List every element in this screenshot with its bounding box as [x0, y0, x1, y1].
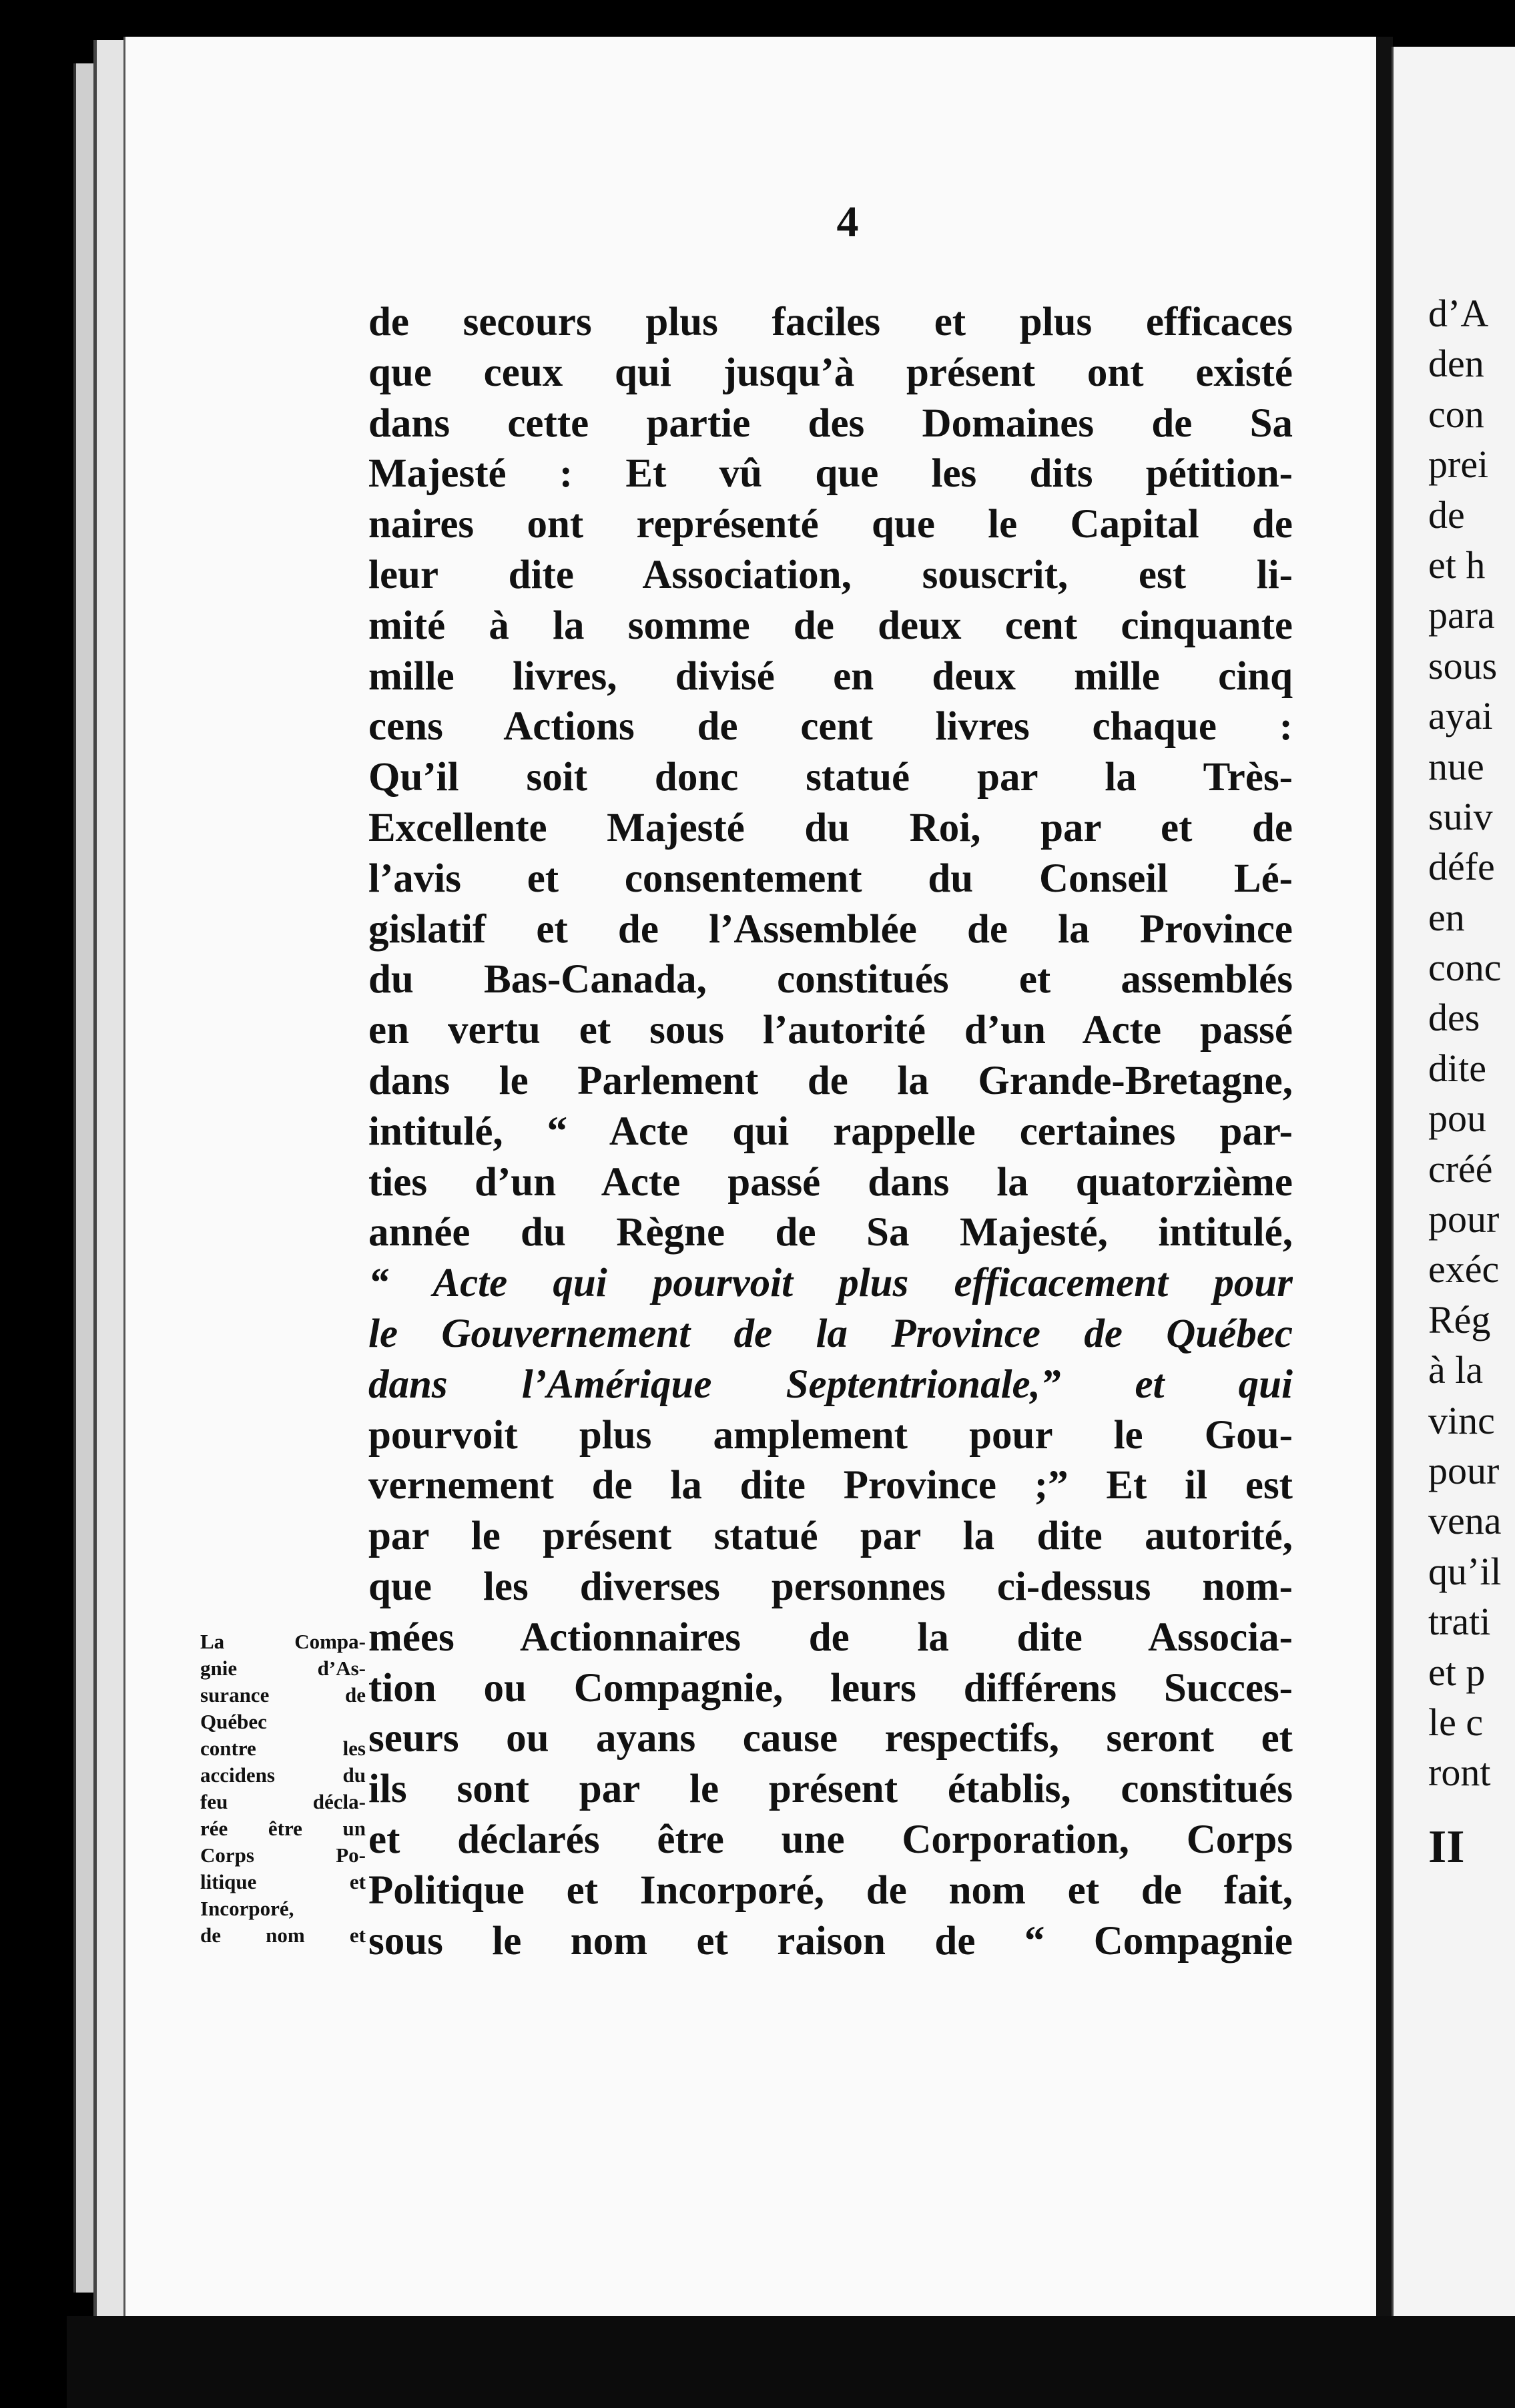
right-page-line: des — [1428, 996, 1480, 1040]
margin-note — [200, 1628, 366, 1949]
text-line: le Gouvernement de la Province de Québec — [368, 1311, 1293, 1356]
right-page-line: en — [1428, 895, 1465, 939]
right-page-line: con — [1428, 392, 1484, 436]
margin-note-line: rée être un — [200, 1817, 366, 1840]
right-page-line: conc — [1428, 946, 1502, 990]
text-line: l’avis et consentement du Conseil Lé- — [368, 856, 1293, 901]
right-page-line: défe — [1428, 845, 1495, 889]
margin-note-line: Québec — [200, 1710, 267, 1733]
text-line: Excellente Majesté du Roi, par et de — [368, 805, 1293, 850]
text-line: “ Acte qui pourvoit plus efficacement pour — [368, 1261, 1293, 1306]
text-line: dans cette partie des Domaines de Sa — [368, 400, 1293, 446]
right-page-line: à la — [1428, 1348, 1484, 1392]
margin-note-line: surance de — [200, 1683, 366, 1707]
body-text — [368, 297, 1293, 1966]
scan-border — [67, 2316, 1515, 2408]
right-page-line: dite — [1428, 1046, 1486, 1090]
right-page-line: et p — [1428, 1650, 1486, 1694]
margin-note-line: litique et — [200, 1870, 366, 1893]
text-line: pourvoit plus amplement pour le Gou- — [368, 1412, 1293, 1458]
right-page-line: suiv — [1428, 794, 1493, 838]
text-line: mées Actionnaires de la dite Associa- — [368, 1614, 1293, 1660]
right-page-line: vinc — [1428, 1398, 1495, 1442]
right-page-line: le c — [1428, 1700, 1484, 1744]
text-line: mille livres, divisé en deux mille cinq — [368, 653, 1293, 699]
right-page-line: trati — [1428, 1600, 1491, 1644]
text-line: seurs ou ayans cause respectifs, seront et — [368, 1716, 1293, 1761]
text-line: en vertu et sous l’autorité d’un Acte passé — [368, 1008, 1293, 1053]
margin-note-line: de nom et — [200, 1923, 366, 1947]
right-page-heading: II — [1428, 1821, 1465, 1873]
text-line: dans l’Amérique Septentrionale,” et qui — [368, 1362, 1293, 1407]
right-page-line: pour — [1428, 1197, 1500, 1241]
margin-note-line: Incorporé, — [200, 1897, 294, 1920]
right-page-line: de — [1428, 493, 1465, 537]
text-line: du Bas-Canada, constitués et assemblés — [368, 957, 1293, 1002]
text-line: que les diverses personnes ci-dessus nom- — [368, 1564, 1293, 1609]
right-page-line: ront — [1428, 1751, 1491, 1795]
right-page-line: d’A — [1428, 292, 1489, 335]
right-page-line: den — [1428, 342, 1484, 386]
text-line: naires ont représenté que le Capital de — [368, 502, 1293, 547]
text-line: leur dite Association, souscrit, est li- — [368, 552, 1293, 597]
right-page-text — [1428, 288, 1515, 1872]
text-line: Politique et Incorporé, de nom et de fait, — [368, 1867, 1293, 1913]
margin-note-line: accidens du — [200, 1763, 366, 1787]
right-page-line: pour — [1428, 1448, 1500, 1492]
right-page-line: para — [1428, 593, 1495, 637]
text-line: mité à la somme de deux cent cinquante — [368, 603, 1293, 648]
text-line: que ceux qui jusqu’à présent ont existé — [368, 350, 1293, 395]
right-page-line: nue — [1428, 744, 1484, 788]
text-line: vernement de la dite Province ;” Et il est — [368, 1463, 1293, 1508]
margin-note-line: contre les — [200, 1737, 366, 1760]
text-line: Qu’il soit donc statué par la Très- — [368, 755, 1293, 800]
text-line: dans le Parlement de la Grande-Bretagne, — [368, 1058, 1293, 1103]
text-line: année du Règne de Sa Majesté, intitulé, — [368, 1210, 1293, 1255]
text-line: gislatif et de l’Assemblée de la Province — [368, 906, 1293, 952]
text-line: et déclarés être une Corporation, Corps — [368, 1817, 1293, 1862]
text-line: par le présent statué par la dite autorité, — [368, 1514, 1293, 1559]
page-number: 4 — [836, 198, 859, 246]
margin-note-line: feu décla- — [200, 1790, 366, 1813]
right-page-line: sous — [1428, 643, 1498, 687]
right-page-line: vena — [1428, 1499, 1502, 1543]
right-page-line: et h — [1428, 543, 1486, 587]
right-page-line: pou — [1428, 1097, 1486, 1141]
text-line: sous le nom et raison de “ Compagnie — [368, 1918, 1293, 1964]
margin-note-line: Corps Po- — [200, 1843, 366, 1867]
text-line: ties d’un Acte passé dans la quatorzième — [368, 1159, 1293, 1205]
right-page-line: exéc — [1428, 1247, 1500, 1291]
text-line: cens Actions de cent livres chaque : — [368, 704, 1293, 749]
margin-note-line: gnie d’As- — [200, 1657, 366, 1680]
right-page-line: ayai — [1428, 694, 1493, 738]
right-page-line: prei — [1428, 442, 1489, 487]
text-line: ils sont par le présent établis, constitués — [368, 1767, 1293, 1812]
page-gutter — [1376, 37, 1393, 2319]
text-line: de secours plus faciles et plus efficaces — [368, 300, 1293, 344]
text-line: tion ou Compagnie, leurs différens Succes- — [368, 1665, 1293, 1711]
text-line: Majesté : Et vû que les dits pétition- — [368, 451, 1293, 497]
right-page-line: qu’il — [1428, 1549, 1502, 1593]
right-page-line: Rég — [1428, 1297, 1491, 1341]
text-line: intitulé, “ Acte qui rappelle certaines par- — [368, 1109, 1293, 1154]
margin-note-line: La Compa- — [200, 1630, 366, 1653]
right-page-line: créé — [1428, 1147, 1493, 1191]
